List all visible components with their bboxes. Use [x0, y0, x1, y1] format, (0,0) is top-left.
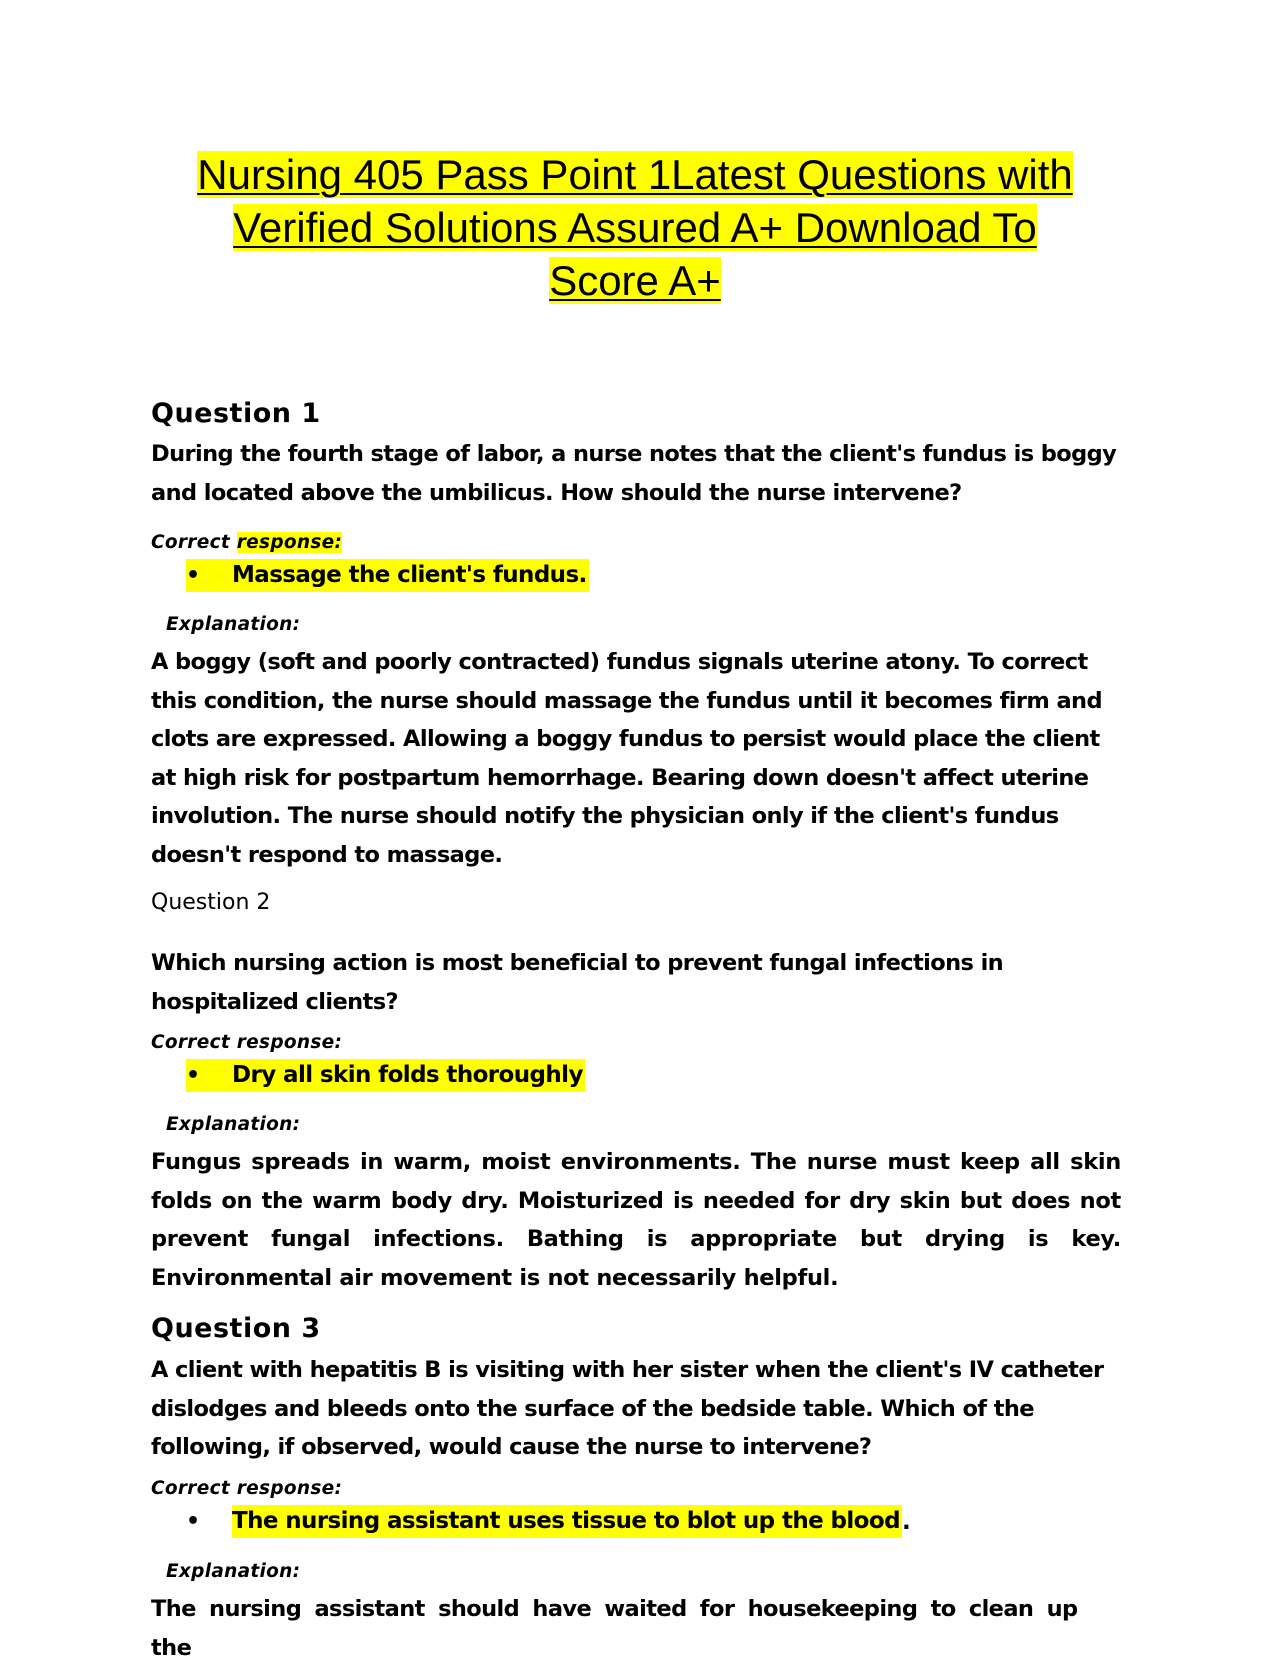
question-3-correct-label: Correct response:	[151, 1478, 343, 1499]
question-3-explanation: The nursing assistant should have waited for housekeeping to clean up the	[151, 1596, 1078, 1661]
question-3-stem: A client with hepatitis B is visiting with her sister when the client's IV catheter dislodges and bleeds onto the surface of the bedside table. Which of the following, if observed, would cause the nurse to intervene?	[151, 1357, 1104, 1460]
question-2-answer	[186, 1059, 585, 1092]
question-3-answer	[186, 1505, 910, 1538]
answer-suffix: .	[901, 1508, 911, 1535]
question-1-answer	[186, 559, 589, 592]
question-1-explanation: A boggy (soft and poorly contracted) fundus signals uterine atony. To correct this condition, the nurse should massage the fundus until it becomes firm and clots are expressed. Allowing a boggy fundus to persist would place the client at high risk for postpartum hemorrhage. Bearing down doesn't affect uterine involution. The nurse should notify the physician only if the client's fundus doesn't respond to massage.	[151, 649, 1102, 868]
question-1-correct-label	[151, 532, 342, 553]
question-3-heading: Question 3	[151, 1313, 321, 1344]
document-title	[150, 148, 1120, 307]
question-2-heading: Question 2	[151, 890, 271, 915]
bullet-icon: •	[186, 1059, 232, 1092]
question-1-heading: Question 1	[151, 398, 321, 429]
bullet-icon: •	[186, 559, 232, 592]
answer-text: Massage the client's fundus.	[232, 559, 589, 592]
title-line-2: Verified Solutions Assured A+ Download To	[233, 204, 1037, 251]
question-2-explanation-label: Explanation:	[166, 1114, 301, 1135]
answer-text: The nursing assistant uses tissue to blot up the blood	[232, 1505, 902, 1538]
bullet-icon: •	[186, 1509, 200, 1534]
question-2-stem: Which nursing action is most beneficial to prevent fungal infections in hospitalized clients?	[151, 950, 1004, 1015]
question-2-correct-label: Correct response:	[151, 1032, 343, 1053]
answer-text: Dry all skin folds thoroughly	[232, 1059, 585, 1092]
title-line-3: Score A+	[549, 257, 721, 304]
question-2-explanation: Fungus spreads in warm, moist environments. The nurse must keep all skin folds on the warm body dry. Moisturized is needed for dry skin but does not prevent fungal infections. Bathing is appropriate but drying is key. Environmental air movement is not necessarily helpful.	[151, 1149, 1121, 1291]
correct-label-word: Correct	[151, 532, 237, 553]
correct-label-highlighted: response:	[236, 532, 343, 553]
question-1-explanation-label: Explanation:	[166, 614, 301, 635]
title-line-1: Nursing 405 Pass Point 1Latest Questions with	[197, 151, 1073, 198]
question-1-stem: During the fourth stage of labor, a nurse notes that the client's fundus is boggy and located above the umbilicus. How should the nurse intervene?	[151, 441, 1117, 506]
question-3-explanation-label: Explanation:	[166, 1561, 301, 1582]
